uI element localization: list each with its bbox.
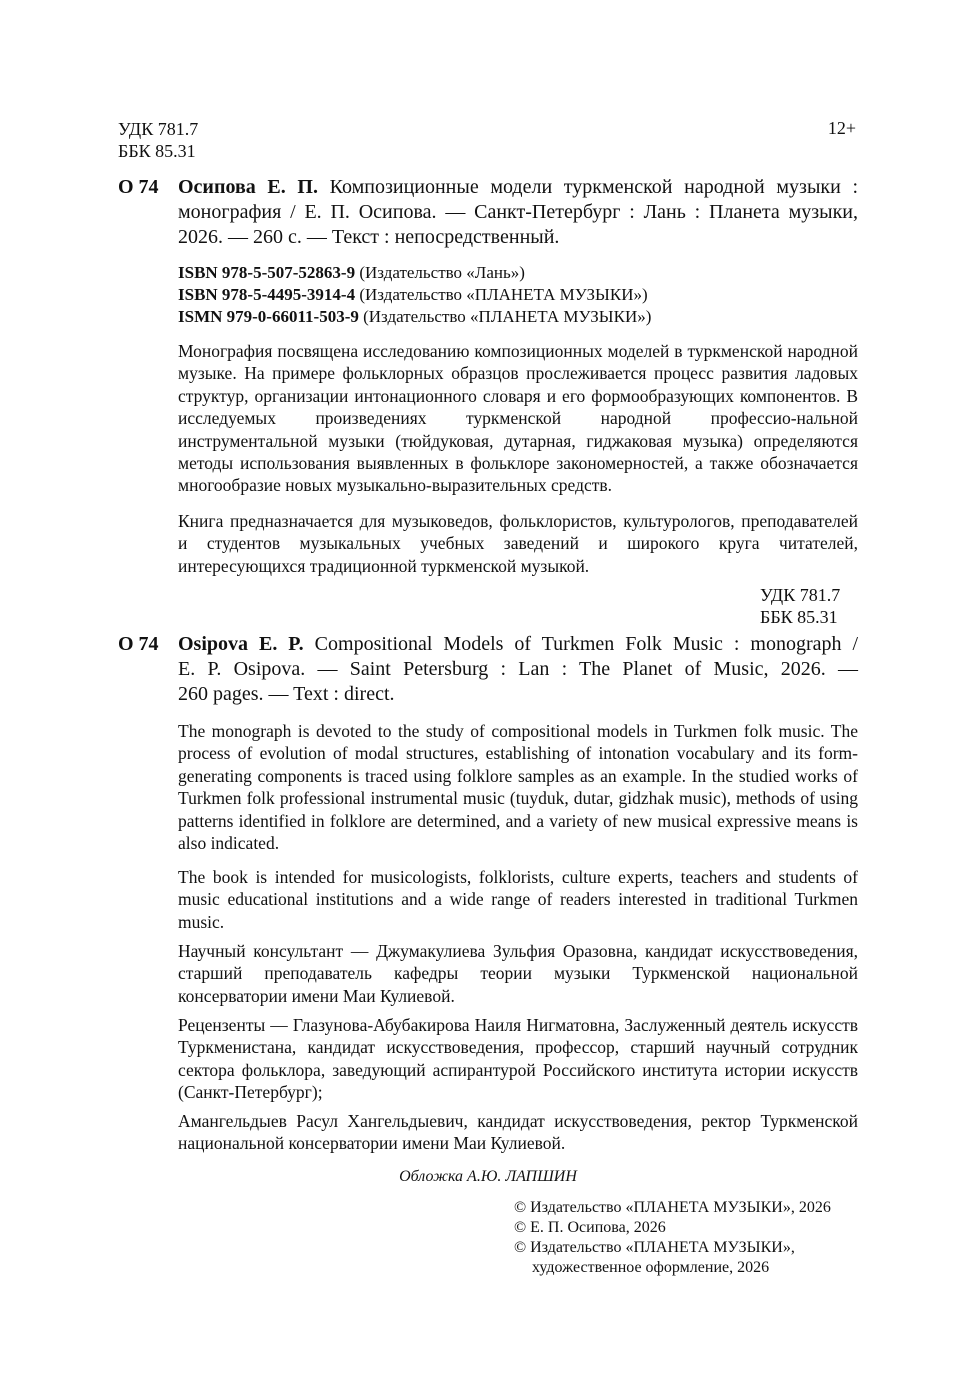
bbk-code-right: ББК 85.31 [760,607,838,627]
isbn-block [178,262,651,328]
en-title-line2: E. P. Osipova. — Saint Petersburg : Lan : The Planet of Music, 2026. — [178,658,858,680]
bbk-code: ББК 85.31 [118,141,196,161]
ru-abstract: Монография посвящена исследованию композиционных моделей в туркменской народной музыке. На примере фольклорных образцов прослеживается процесс развития ладовых структур, организации интонационного словаря и его формообразующих компонентов. В исследуемых произведениях туркменской народной профессио-нальной инструментальной музыки (тюйдуковая, дутарная, гиджаковая музыка) определяются методы использования выявленных в фольклоре закономерностей, а также обозначается многообразие новых музыкально-выразительных средств. [178,341,858,496]
udc-bbk-header [118,118,198,162]
ru-author: Осипова Е. П. [178,176,318,198]
age-rating: 12+ [827,118,856,138]
copyright-block [514,1198,831,1278]
isbn-publisher: (Издательство «Лань») [359,263,525,282]
ru-audience: Книга предназначается для музыковедов, фольклористов, культурологов, преподавателей и студентов музыкальных учебных заведений и широкого круга читателей, интересующихся традиционной туркменской музыкой. [178,511,858,576]
udc-code-right: УДК 781.7 [760,585,841,605]
scientific-consultant: Научный консультант — Джумакулиева Зульфия Оразовна, кандидат искусствоведения, старший преподаватель кафедры теории музыки Туркменской национальной консерватории имени Маи Кулиевой. [178,941,858,1006]
copyright-line: художественное оформление, 2026 [532,1259,770,1276]
en-title-line3: 260 pages. — Text : direct. [178,683,395,705]
en-bibliographic-entry [118,632,858,707]
udc-code: УДК 781.7 [118,119,199,139]
ru-title-line2: монография / Е. П. Осипова. — Санкт-Петербург : Лань : Планета музыки, [178,201,858,223]
reviewer-second: Амангельдыев Расул Хангельдыевич, кандидат искусствоведения, ректор Туркменской национальной консерватории имени Маи Кулиевой. [178,1111,858,1154]
en-author: Osipova E. P. [178,633,304,655]
ru-entry-code: О 74 [118,176,159,198]
isbn-row [178,306,651,328]
en-title-line1: Compositional Models of Turkmen Folk Music : monograph / [314,633,859,655]
isbn-row [178,262,651,284]
ismn-number: ISMN 979-0-66011-503-9 [178,307,359,326]
copyright-line: © Е. П. Осипова, 2026 [514,1219,666,1236]
ru-title-line3: 2026. — 260 с. — Текст : непосредственный. [178,226,560,248]
isbn-number: ISBN 978-5-507-52863-9 [178,263,356,282]
ru-title-line1: Композиционные модели туркменской народной музыки : [329,176,859,198]
udc-bbk-right [760,584,840,628]
isbn-number: ISBN 978-5-4495-3914-4 [178,285,356,304]
ru-bibliographic-entry [118,175,858,250]
reviewers: Рецензенты — Глазунова-Абубакирова Наиля Нигматовна, Заслуженный деятель искусств Туркменистана, кандидат искусствоведения, профессор, старший научный сотрудник сектора фольклора, заведующий аспирантурой Российского института истории искусств (Санкт-Петербург); [178,1015,858,1103]
en-abstract: The monograph is devoted to the study of compositional models in Turkmen folk music. The process of evolution of modal structures, establishing of intonation vocabulary and its form-generating components is traced using folklore samples as an example. In the studied works of Turkmen folk professional instrumental music (tuyduk, dutar, gidzhak music), methods of using patterns identified in folklore are determined, and a variety of new musical expressive means is also indicated. [178,721,858,854]
isbn-publisher: (Издательство «ПЛАНЕТА МУЗЫКИ») [359,285,648,304]
isbn-row [178,284,651,306]
en-entry-code: О 74 [118,633,159,655]
copyright-line: © Издательство «ПЛАНЕТА МУЗЫКИ», [514,1239,795,1256]
isbn-publisher: (Издательство «ПЛАНЕТА МУЗЫКИ») [363,307,652,326]
copyright-line: © Издательство «ПЛАНЕТА МУЗЫКИ», 2026 [514,1199,831,1216]
cover-credit: Обложка А.Ю. ЛАПШИН [399,1168,577,1185]
en-audience: The book is intended for musicologists, folklorists, culture experts, teachers and students of music educational institutions and a wide range of readers interested in traditional Turkmen music. [178,867,858,932]
